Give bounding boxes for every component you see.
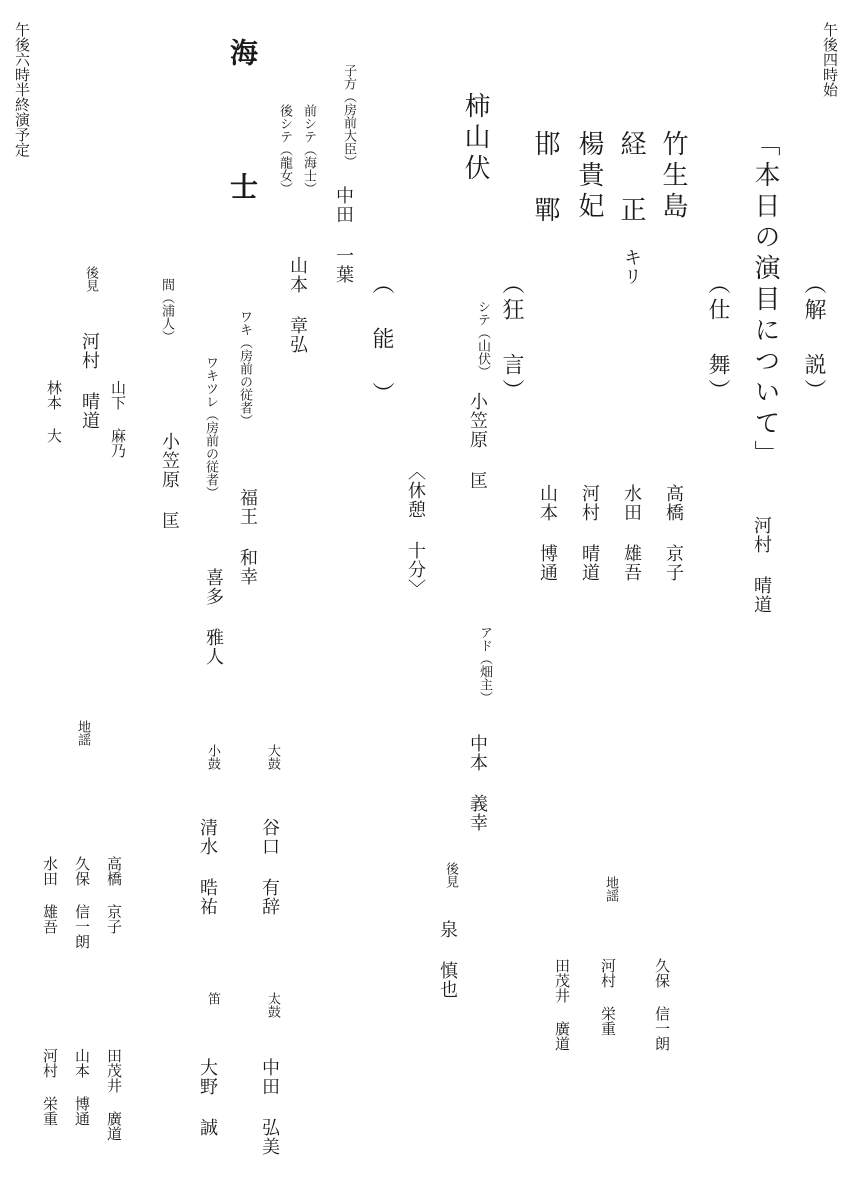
noh-maeshite-role: 前シテ（海士）: [301, 104, 316, 195]
noh-kotsuzumi-label: 小鼓: [205, 744, 220, 770]
noh-jiutai-5: 山本 博通: [73, 1048, 91, 1126]
shimai-title-2: 経 正: [616, 130, 646, 227]
kyogen-koken-label: 後見: [443, 862, 458, 888]
start-time: 午後四時始: [821, 22, 839, 97]
noh-waki: 福王 和幸: [237, 488, 258, 586]
noh-jiutai-2: 久保 信一朗: [73, 856, 91, 949]
noh-koken-3: 林本 大: [45, 380, 63, 443]
shimai-performer-2: 水田 雄吾: [621, 484, 642, 582]
shimai-note: キリ: [621, 248, 642, 286]
kyogen-shite: 小笠原 匡: [467, 392, 488, 490]
noh-jiutai-4: 田茂井 廣道: [105, 1048, 123, 1141]
kyogen-ado-role: アド（畑主）: [477, 626, 492, 704]
noh-otsuzumi-label: 大鼓: [265, 744, 280, 770]
kyogen-ado: 中本 義幸: [467, 734, 488, 832]
shimai-performer-1: 高橋 京子: [663, 484, 684, 582]
shimai-jiutai-2: 河村 栄重: [599, 958, 617, 1036]
shimai-jiutai-1: 久保 信一朗: [653, 958, 671, 1051]
noh-koken-label: 後見: [83, 266, 98, 292]
end-time: 午後六時半終演予定: [13, 22, 31, 157]
shimai-performer-4: 山本 博通: [537, 484, 558, 582]
shimai-title-3: 楊貴妃: [574, 130, 604, 223]
shimai-performer-3: 河村 晴道: [579, 484, 600, 582]
noh-heading: （ 能 ）: [369, 272, 394, 408]
shimai-jiutai-label: 地謡: [603, 876, 618, 902]
noh-wakitsure: 喜多 雅人: [203, 568, 224, 666]
kaisetsu-heading: （解 説）: [801, 272, 826, 405]
noh-fue: 大野 誠: [197, 1058, 218, 1137]
noh-ai: 小笠原 匡: [159, 432, 180, 530]
noh-koken-2: 山下 麻乃: [109, 380, 127, 458]
noh-taiko: 中田 弘美: [259, 1058, 280, 1156]
noh-otsuzumi: 谷口 有辞: [259, 818, 280, 916]
kaisetsu-speaker: 河村 晴道: [751, 516, 772, 614]
shimai-title-4: 邯 鄲: [530, 130, 560, 227]
shimai-heading: （仕 舞）: [705, 272, 730, 405]
kyogen-heading: （狂 言）: [499, 272, 524, 405]
noh-jiutai-1: 高橋 京子: [105, 856, 123, 934]
noh-nochishite-role: 後シテ（龍女）: [277, 104, 292, 195]
noh-jiutai-label: 地謡: [75, 720, 90, 746]
noh-wakitsure-role: ワキツレ（房前の従者）: [203, 356, 218, 499]
kyogen-koken: 泉 慎也: [437, 920, 458, 999]
kyogen-title: 柿山伏: [460, 92, 490, 185]
noh-kotsuzumi: 清水 晧祐: [197, 818, 218, 916]
noh-jiutai-6: 河村 栄重: [41, 1048, 59, 1126]
noh-fue-label: 笛: [205, 992, 220, 1005]
kaisetsu-title: 「本日の演目について」: [750, 130, 780, 471]
noh-kokata-role: 子方（房前大臣）: [341, 64, 356, 168]
kyogen-shite-role: シテ（山伏）: [475, 300, 490, 378]
break-label: 〈休憩 十分〉: [405, 462, 426, 598]
noh-title-2: 士: [226, 172, 259, 208]
noh-shite: 山本 章弘: [287, 256, 308, 354]
noh-ai-role: 間（浦人）: [159, 278, 174, 343]
noh-koken-1: 河村 晴道: [79, 332, 100, 430]
noh-kokata: 中田 一葉: [333, 186, 354, 284]
noh-title-1: 海: [226, 38, 259, 74]
noh-taiko-label: 太鼓: [265, 992, 280, 1018]
shimai-jiutai-3: 田茂井 廣道: [553, 958, 571, 1051]
noh-waki-role: ワキ（房前の従者）: [237, 310, 252, 427]
shimai-title-1: 竹生島: [658, 130, 688, 223]
noh-jiutai-3: 水田 雄吾: [41, 856, 59, 934]
